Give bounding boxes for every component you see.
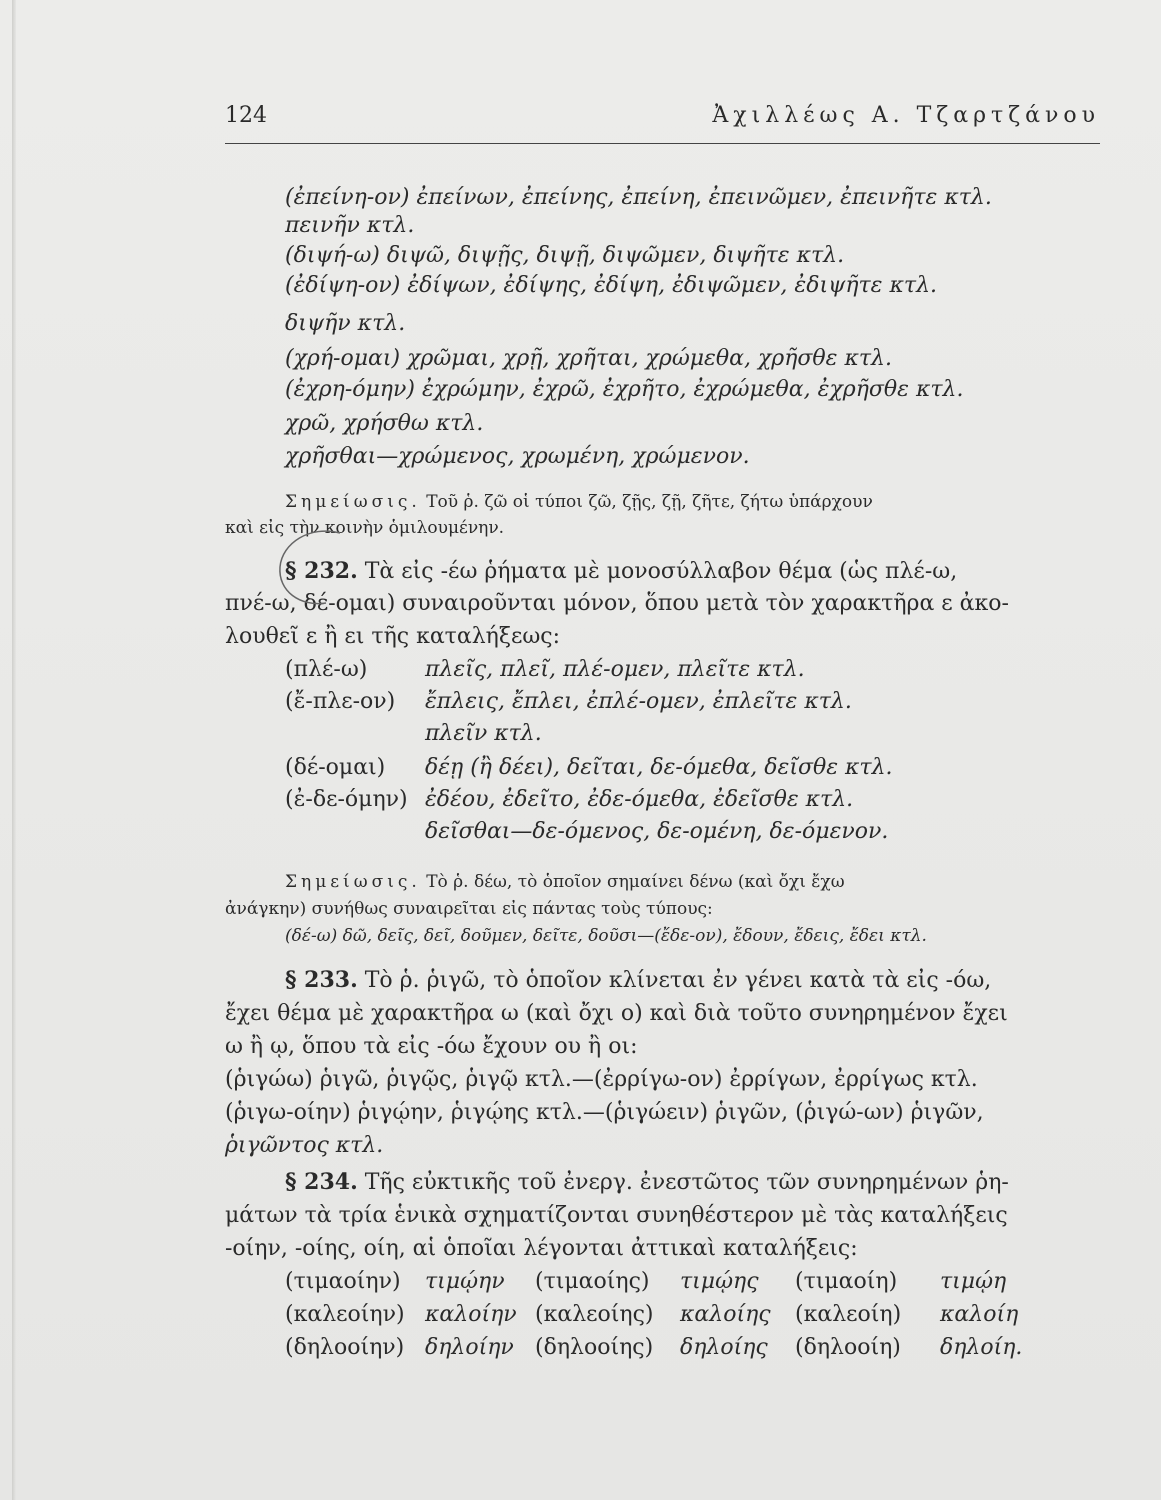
paragraph-line: ἔχει θέμα μὲ χαρακτῆρα ω (καὶ ὄχι ο) καὶ διὰ τοῦτο συνηρημένον ἔχει	[225, 1001, 1008, 1026]
table-cell: (καλεοίην)	[285, 1302, 405, 1327]
text-line: (χρή-ομαι) χρῶμαι, χρῇ, χρῆται, χρώμεθα, χρῆσθε κτλ.	[285, 346, 892, 371]
text-line: διψῆν κτλ.	[285, 311, 406, 336]
paragraph-line	[285, 1168, 1009, 1197]
note-text: Τοῦ ῥ. ζῶ οἱ τύποι ζῶ, ζῇς, ζῇ, ζῆτε, ζήτω ὑπάρχουν	[426, 492, 873, 512]
paragraph-line: μάτων τὰ τρία ἑνικὰ σχηματίζονται συνηθέστερον μὲ τὰς καταλήξεις	[225, 1203, 1008, 1228]
table-cell: καλοίη	[940, 1302, 1019, 1327]
paragraph-line: -οίην, -οίης, οίη, αἱ ὁποῖαι λέγονται ἀττικαὶ καταλήξεις:	[225, 1236, 858, 1261]
paragraph-text: Τὸ ῥ. ῥιγῶ, τὸ ὁποῖον κλίνεται ἐν γένει κατὰ τὰ εἰς -όω,	[364, 968, 992, 993]
note-text: Τὸ ῥ. δέω, τὸ ὁποῖον σημαίνει δένω (καὶ ὄχι ἔχω	[426, 872, 845, 892]
note-line: ἀνάγκην) συνήθως συναιρεῖται εἰς πάντας τοὺς τύπους:	[225, 899, 713, 919]
paradigm-text: δέῃ (ἢ δέει), δεῖται, δε-όμεθα, δεῖσθε κτλ.	[425, 755, 893, 780]
text-line: πεινῆν κτλ.	[285, 213, 415, 238]
paragraph-line: λουθεῖ ε ἢ ει τῆς καταλήξεως:	[225, 624, 561, 649]
text-line: χρῶ, χρήσθω κτλ.	[285, 411, 484, 436]
section-number: § 234.	[285, 1169, 358, 1195]
table-cell: τιμῴην	[425, 1269, 505, 1294]
page-edge	[12, 0, 16, 1500]
note-label: Σημείωσις.	[285, 492, 421, 512]
note-line	[285, 488, 873, 516]
page-header	[225, 103, 1100, 144]
paradigm-text: πλεῖς, πλεῖ, πλέ-ομεν, πλεῖτε κτλ.	[425, 657, 805, 682]
table-cell: δηλοίη.	[940, 1335, 1023, 1360]
table-cell: (δηλοοίη)	[795, 1335, 901, 1360]
table-cell: καλοίης	[680, 1302, 771, 1327]
paradigm-form: (ἔ-πλε-ον)	[285, 689, 396, 714]
running-title: Ἀχιλλέως Α. Τζαρτζάνου	[712, 103, 1100, 128]
paragraph-line: (ῥιγω-οίην) ῥιγῴην, ῥιγῴης κτλ.—(ῥιγώειν) ῥιγῶν, (ῥιγώ-ων) ῥιγῶν,	[225, 1100, 984, 1125]
note-line	[285, 868, 845, 896]
section-number: § 233.	[285, 967, 358, 993]
pencil-circle-mark	[270, 525, 360, 615]
paragraph-text: Τῆς εὐκτικῆς τοῦ ἐνεργ. ἐνεστῶτος τῶν συνηρημένων ῥη-	[364, 1170, 1009, 1195]
paradigm-text: ἐδέου, ἐδεῖτο, ἐδε-όμεθα, ἐδεῖσθε κτλ.	[425, 787, 854, 812]
paragraph-line	[285, 966, 991, 995]
paragraph-line: ω ἢ ῳ, ὅπου τὰ εἰς -όω ἔχουν ου ἢ οι:	[225, 1034, 638, 1059]
text-line: (ἐδίψη-ον) ἐδίψων, ἐδίψης, ἐδίψη, ἐδιψῶμεν, ἐδιψῆτε κτλ.	[285, 273, 938, 298]
text-line: (διψή-ω) διψῶ, διψῇς, διψῇ, διψῶμεν, διψῆτε κτλ.	[285, 243, 845, 268]
table-cell: (τιμαοίην)	[285, 1269, 401, 1294]
table-cell: δηλοίην	[425, 1335, 514, 1360]
table-cell: τιμῴης	[680, 1269, 759, 1294]
paragraph-line: πνέ-ω, δέ-ομαι) συναιροῦνται μόνον, ὅπου μετὰ τὸν χαρακτῆρα ε ἀκο-	[225, 591, 1009, 616]
page-number: 124	[225, 103, 267, 128]
note-label: Σημείωσις.	[285, 872, 421, 892]
paradigm-form: (πλέ-ω)	[285, 657, 368, 682]
section-number: § 232.	[285, 558, 358, 584]
table-cell: (καλεοίη)	[795, 1302, 902, 1327]
table-cell: καλοίην	[425, 1302, 517, 1327]
paradigm-form: (ἐ-δε-όμην)	[285, 787, 408, 812]
text-line: (ἐπείνη-ον) ἐπείνων, ἐπείνης, ἐπείνη, ἐπεινῶμεν, ἐπεινῆτε κτλ.	[285, 185, 992, 210]
text-line: χρῆσθαι—χρώμενος, χρωμένη, χρώμενον.	[285, 444, 750, 469]
paradigm-text: πλεῖν κτλ.	[425, 721, 542, 746]
note-line: καὶ εἰς τὴν κοινὴν ὁμιλουμένην.	[225, 518, 505, 538]
table-cell: δηλοίης	[680, 1335, 768, 1360]
table-cell: (δηλοοίης)	[535, 1335, 654, 1360]
note-line: (δέ-ω) δῶ, δεῖς, δεῖ, δοῦμεν, δεῖτε, δοῦσι—(ἔδε-ον), ἔδουν, ἔδεις, ἔδει κτλ.	[285, 926, 927, 946]
paragraph-line: ῥιγῶντος κτλ.	[225, 1133, 384, 1158]
table-cell: (τιμαοίη)	[795, 1269, 898, 1294]
table-cell: (καλεοίης)	[535, 1302, 654, 1327]
paragraph-line	[285, 557, 957, 586]
paradigm-text: δεῖσθαι—δε-όμενος, δε-ομένη, δε-όμενον.	[425, 819, 889, 844]
paragraph-text: Τὰ εἰς -έω ῥήματα μὲ μονοσύλλαβον θέμα (ὡς πλέ-ω,	[364, 559, 958, 584]
text-line: (ἐχρη-όμην) ἐχρώμην, ἐχρῶ, ἐχρῆτο, ἐχρώμεθα, ἐχρῆσθε κτλ.	[285, 377, 964, 402]
table-cell: τιμῴη	[940, 1269, 1007, 1294]
paradigm-form: (δέ-ομαι)	[285, 755, 386, 780]
table-cell: (δηλοοίην)	[285, 1335, 405, 1360]
paragraph-line: (ῥιγώω) ῥιγῶ, ῥιγῷς, ῥιγῷ κτλ.—(ἐρρίγω-ον) ἐρρίγων, ἐρρίγως κτλ.	[225, 1067, 978, 1092]
table-cell: (τιμαοίης)	[535, 1269, 650, 1294]
paradigm-text: ἔπλεις, ἔπλει, ἐπλέ-ομεν, ἐπλεῖτε κτλ.	[425, 689, 852, 714]
